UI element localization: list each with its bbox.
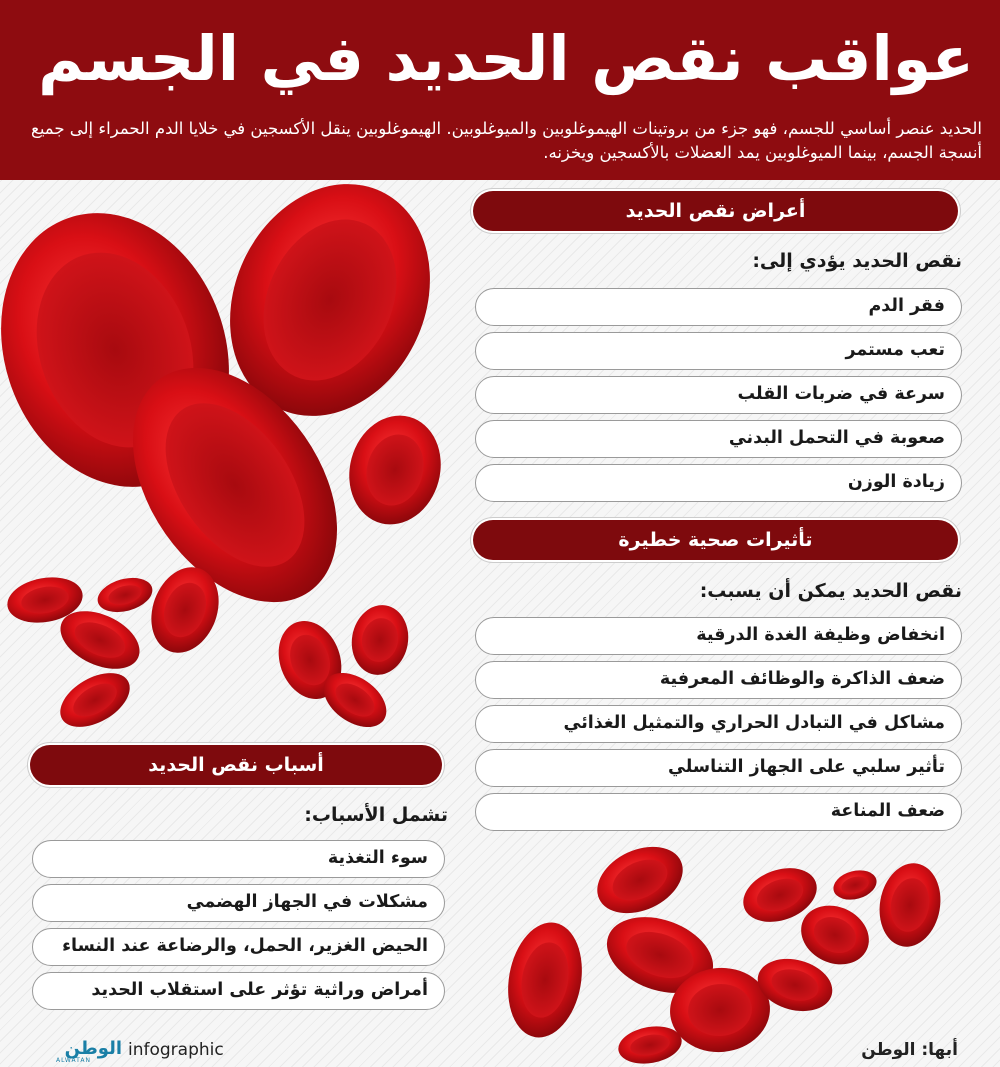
effects-lead: نقص الحديد يمكن أن يسبب: bbox=[699, 580, 962, 602]
effect-item: تأثير سلبي على الجهاز التناسلي bbox=[475, 749, 962, 787]
symptom-item: صعوبة في التحمل البدني bbox=[475, 420, 962, 458]
cause-item: أمراض وراثية تؤثر على استقلاب الحديد bbox=[32, 972, 445, 1010]
symptoms-lead: نقص الحديد يؤدي إلى: bbox=[752, 250, 962, 272]
cause-item: الحيض الغزير، الحمل، والرضاعة عند النساء bbox=[32, 928, 445, 966]
source-credit: أبها: الوطن bbox=[861, 1040, 958, 1060]
cause-item: سوء التغذية bbox=[32, 840, 445, 878]
alwatan-logo bbox=[50, 1038, 122, 1064]
causes-heading: أسباب نقص الحديد bbox=[30, 745, 442, 785]
brand-label: infographic bbox=[128, 1040, 224, 1060]
page-title: عواقب نقص الحديد في الجسم bbox=[38, 22, 974, 95]
symptom-item: تعب مستمر bbox=[475, 332, 962, 370]
logo-text: الوطن bbox=[64, 1038, 122, 1059]
effects-heading: تأثيرات صحية خطيرة bbox=[473, 520, 958, 560]
symptoms-heading: أعراض نقص الحديد bbox=[473, 191, 958, 231]
effect-item: انخفاض وظيفة الغدة الدرقية bbox=[475, 617, 962, 655]
intro-paragraph: الحديد عنصر أساسي للجسم، فهو جزء من بروتينات الهيموغلوبين والميوغلوبين. الهيموغلوبين ينقل الأكسجين في خلايا الدم الحمراء إلى جميع أنسجة الجسم، بينما الميوغلوبين يمد العضلات بالأكسجين ويخزنه. bbox=[31, 119, 982, 162]
effect-item: مشاكل في التبادل الحراري والتمثيل الغذائي bbox=[475, 705, 962, 743]
header-banner bbox=[0, 0, 1000, 180]
causes-lead: تشمل الأسباب: bbox=[304, 804, 448, 826]
cause-item: مشكلات في الجهاز الهضمي bbox=[32, 884, 445, 922]
symptom-item: فقر الدم bbox=[475, 288, 962, 326]
effect-item: ضعف الذاكرة والوظائف المعرفية bbox=[475, 661, 962, 699]
logo-subtext: ALWATAN bbox=[56, 1057, 91, 1064]
symptom-item: سرعة في ضربات القلب bbox=[475, 376, 962, 414]
symptom-item: زيادة الوزن bbox=[475, 464, 962, 502]
effect-item: ضعف المناعة bbox=[475, 793, 962, 831]
